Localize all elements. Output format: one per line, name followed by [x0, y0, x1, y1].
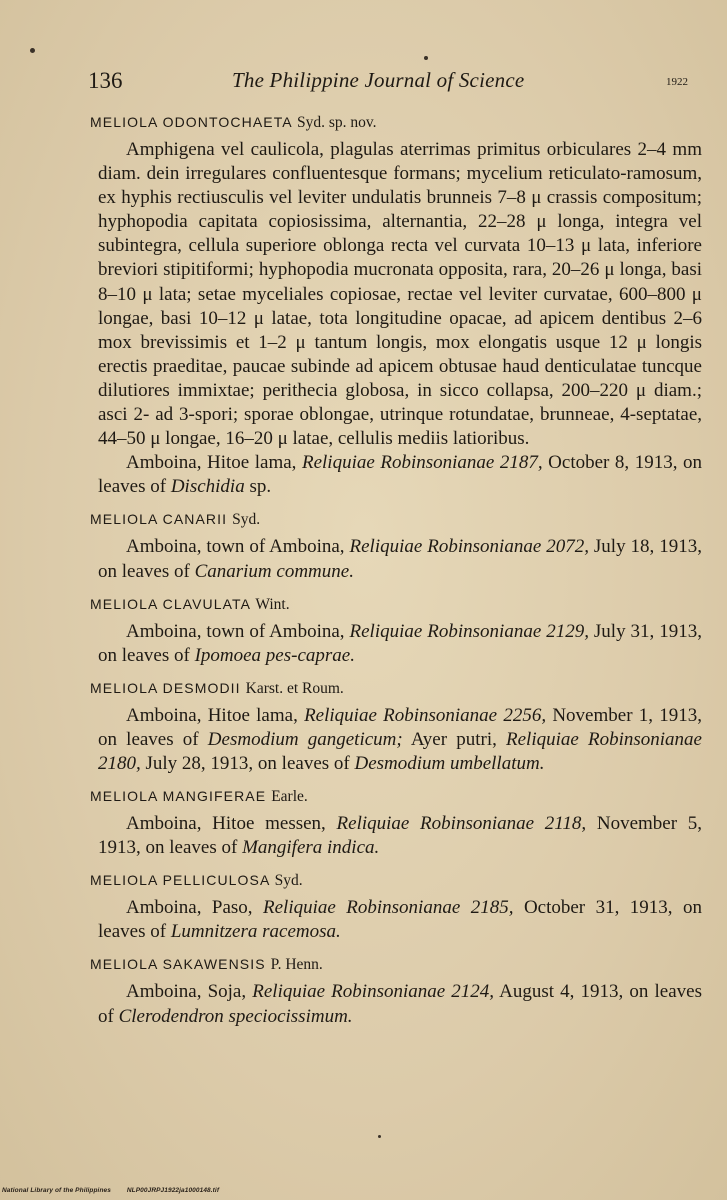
species-name: MELIOLA SAKAWENSIS	[90, 956, 266, 973]
host-plant: Desmodium umbellatum.	[354, 752, 545, 774]
species-authority: Wint.	[255, 595, 290, 613]
species-authority: Earle.	[271, 788, 308, 806]
species-authority: Syd.	[274, 872, 303, 890]
collection-ref: Reliquiae Robinsonianae 2072,	[349, 536, 589, 558]
species-authority: P. Henn.	[270, 956, 323, 974]
host-plant: Canarium commune.	[194, 560, 354, 582]
species-name: MELIOLA PELLICULOSA	[90, 872, 270, 889]
locality-record: Amboina, Hitoe lama, Reliquiae Robinsonianae 2187, October 8, 1913, on leaves of Dischidia sp.	[98, 452, 702, 498]
species-authority: Syd.	[232, 511, 261, 529]
locality-record: Amboina, town of Amboina, Reliquiae Robinsonianae 2072, July 18, 1913, on leaves of Canarium commune.	[98, 536, 702, 582]
species-name: MELIOLA DESMODII	[90, 679, 241, 696]
collection-ref: Reliquiae Robinsonianae 2129,	[349, 620, 589, 642]
host-plant: Lumnitzera racemosa.	[170, 921, 341, 943]
header-year: 1922	[666, 76, 688, 88]
speck-mark	[30, 48, 35, 53]
species-authority: Syd. sp. nov.	[296, 114, 377, 131]
locality-record: Amboina, Hitoe lama, Reliquiae Robinsonianae 2256, November 1, 1913, on leaves of Desmodium gangeticum; Ayer putri, Reliquiae Robinsonianae 2180, July 28, 1913, on leaves of Desmodium umbellatum.	[98, 704, 702, 774]
species-heading	[90, 954, 702, 975]
speck-mark	[378, 1135, 381, 1138]
species-name: MELIOLA MANGIFERAE	[90, 788, 267, 805]
species-name: MELIOLA CLAVULATA	[90, 595, 251, 612]
locality-record: Amboina, Hitoe messen, Reliquiae Robinsonianae 2118, November 5, 1913, on leaves of Mangifera indica.	[98, 813, 703, 859]
species-heading	[90, 786, 702, 807]
locality-record: Amboina, Soja, Reliquiae Robinsonianae 2124, August 4, 1913, on leaves of Clerodendron speciocissimum.	[98, 981, 702, 1027]
collection-ref: Reliquiae Robinsonianae 2180,	[98, 728, 702, 774]
article-body	[90, 112, 702, 1029]
species-heading	[90, 509, 702, 530]
host-plant: Mangifera indica.	[242, 837, 380, 859]
collection-ref: Reliquiae Robinsonianae 2124,	[252, 981, 495, 1003]
locality-record: Amboina, town of Amboina, Reliquiae Robinsonianae 2129, July 31, 1913, on leaves of Ipomoea pes-caprae.	[98, 620, 702, 666]
species-name: MELIOLA CANARII	[90, 511, 228, 528]
locality-record: Amboina, Paso, Reliquiae Robinsonianae 2185, October 31, 1913, on leaves of Lumnitzera racemosa.	[98, 897, 702, 943]
species-description: Amphigena vel caulicola, plagulas aterrimas primitus orbiculares 2–4 mm diam. dein irregulares confluentesque formans; mycelium reticulato-ramosum, ex hyphis rectiusculis vel leviter undulatis brunneis 7–8 μ crassis compositum; hyphopodia capitata copiosissima, alternantia, 22–28 μ longa, integra vel subintegra, cellula superiore oblonga recta vel curvata 10–13 μ lata, inferiore breviori stipitiformi; hyphopodia mucronata opposita, rara, 20–26 μ longa, basi 8–10 μ lata; setae myceliales copiosae, rectae vel leviter curvatae, 600–800 μ longae, basi 10–12 μ latae, tota longitudine opacae, ad apicem dentibus 2–6 mox brevissimis et 1–2 μ tantum longis, mox elongatis usque 12 μ longis erectis praeditae, paucae subinde ad apicem obtusae haud denticulatae tuncque dilutiores immixtae; perithecia globosa, in sicco collapsa, 200–220 μ diam.; asci 2- ad 3-spori; sporae oblongae, utrinque rotundatae, brunneae, 4-septatae, 44–50 μ longae, 16–20 μ latae, cellulis mediis latioribus.	[98, 139, 702, 450]
species-heading	[90, 594, 702, 615]
host-plant: Desmodium gangeticum;	[207, 728, 403, 750]
journal-title: The Philippine Journal of Science	[232, 68, 525, 92]
host-plant: Dischidia	[170, 476, 245, 498]
species-authority: Karst. et Roum.	[245, 679, 344, 697]
species-heading	[90, 112, 702, 133]
file-id: NLP00JRPJ1922ja1000148.tif	[126, 1187, 220, 1194]
speck-mark	[424, 56, 428, 60]
collection-ref: Reliquiae Robinsonianae 2256,	[304, 704, 547, 726]
page-number: 136	[88, 68, 123, 93]
collection-ref: Reliquiae Robinsonianae 2185,	[263, 897, 514, 919]
species-heading	[90, 678, 702, 699]
collection-ref: Reliquiae Robinsonianae 2118,	[336, 813, 587, 835]
library-credit: National Library of the Philippines	[2, 1187, 111, 1194]
species-heading	[90, 870, 702, 891]
host-plant: Clerodendron speciocissimum.	[118, 1005, 353, 1027]
scan-footer	[2, 1187, 233, 1194]
collection-ref: Reliquiae Robinsonianae 2187,	[301, 452, 543, 474]
species-name: MELIOLA ODONTOCHAETA	[90, 114, 292, 130]
running-header	[88, 68, 688, 98]
host-plant: Ipomoea pes-caprae.	[194, 644, 355, 666]
